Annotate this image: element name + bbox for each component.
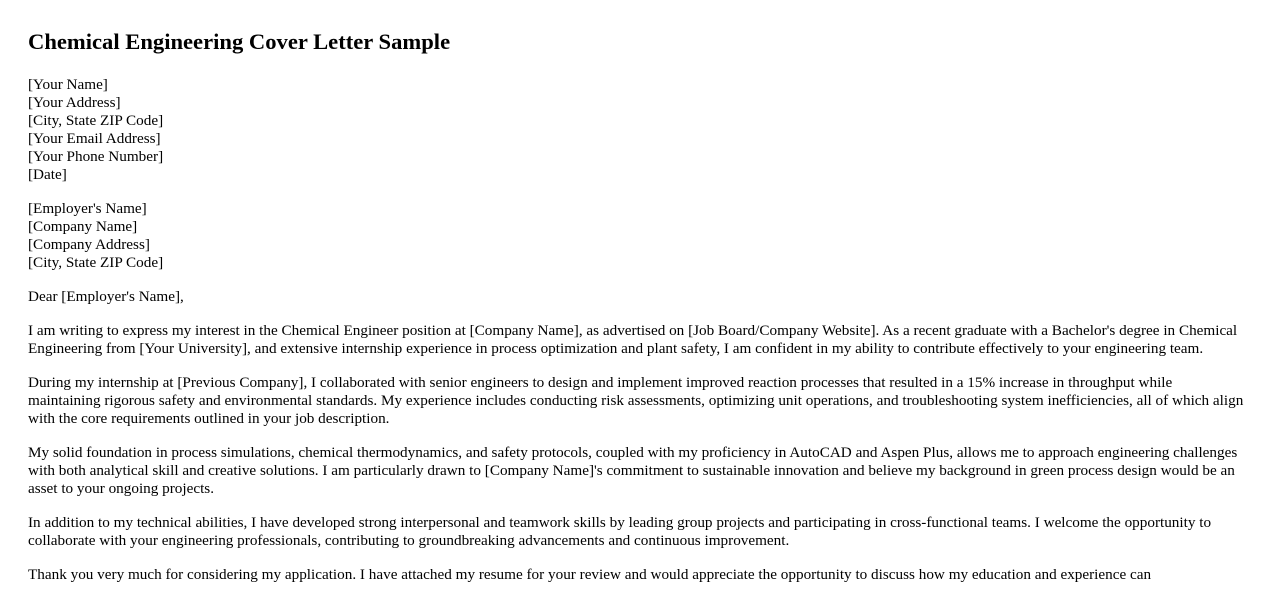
body-paragraph-closing: Thank you very much for considering my application. I have attached my resume for your review and would appreciate the opportunity to discuss how my education and experience can: [28, 566, 1152, 583]
salutation: Dear [Employer's Name],: [28, 288, 184, 305]
sender-phone-line: [Your Phone Number]: [28, 148, 164, 165]
recipient-address-block: [28, 200, 1250, 272]
date-line: [Date]: [28, 166, 67, 183]
page-title: Chemical Engineering Cover Letter Sample: [28, 29, 451, 54]
company-name-line: [Company Name]: [28, 218, 138, 235]
sender-address-line: [Your Address]: [28, 94, 121, 111]
body-paragraph-skills: My solid foundation in process simulations, chemical thermodynamics, and safety protocols, coupled with my proficiency in AutoCAD and Aspen Plus, allows me to approach engineering challenges with both analytical skill and creative solutions. I am particularly drawn to [Company Name]'s commitment to sustainable innovation and believe my background in green process design would be an asset to your ongoing projects.: [28, 444, 1238, 497]
sender-name-line: [Your Name]: [28, 76, 108, 93]
body-paragraph-internship: During my internship at [Previous Company], I collaborated with senior engineers to design and implement improved reaction processes that resulted in a 15% increase in throughput while maintaining rigorous safety and environmental standards. My experience includes conducting risk assessments, optimizing unit operations, and troubleshooting system inefficiencies, all of which align with the core requirements outlined in your job description.: [28, 374, 1244, 427]
recipient-city-line: [City, State ZIP Code]: [28, 254, 164, 271]
body-paragraph-teamwork: In addition to my technical abilities, I have developed strong interpersonal and teamwork skills by leading group projects and participating in cross-functional teams. I welcome the opportunity to collaborate with your engineering professionals, contributing to groundbreaking advancements and continuous improvement.: [28, 514, 1212, 549]
sender-address-block: [28, 76, 1250, 184]
employer-name-line: [Employer's Name]: [28, 200, 147, 217]
sender-city-line: [City, State ZIP Code]: [28, 112, 164, 129]
company-address-line: [Company Address]: [28, 236, 150, 253]
body-paragraph-intro: I am writing to express my interest in the Chemical Engineer position at [Company Name], as advertised on [Job Board/Company Website]. As a recent graduate with a Bachelor's degree in Chemical Engineering from [Your University], and extensive internship experience in process optimization and plant safety, I am confident in my ability to contribute effectively to your engineering team.: [28, 322, 1238, 357]
sender-email-line: [Your Email Address]: [28, 130, 161, 147]
